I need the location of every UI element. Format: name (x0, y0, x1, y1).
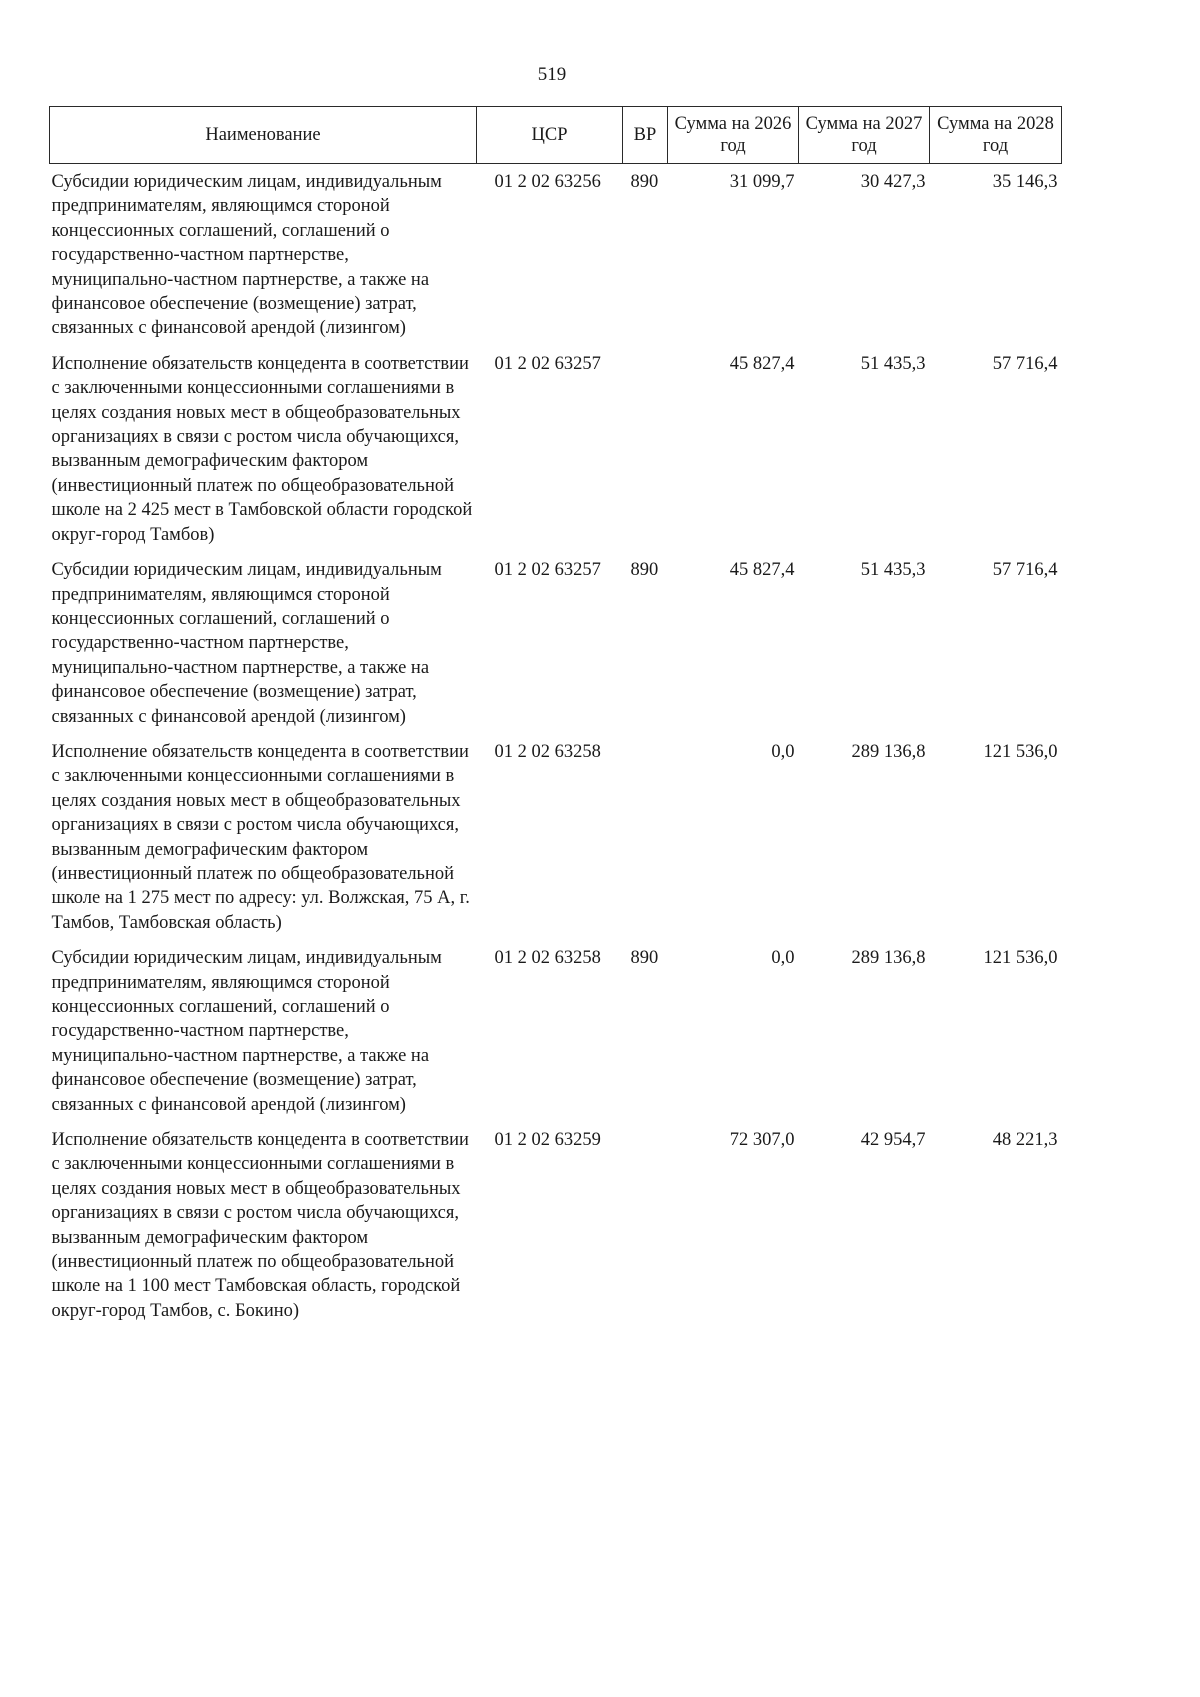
cell-csr: 01 2 02 63259 (494, 1130, 601, 1151)
cell-name: Субсидии юридическим лицам, индивидуальным предпринимателям, являющимся стороной концессионных соглашений, соглашений о государственно-частном партнерстве, муниципально-частном партнерстве, а также на финансовое обеспечение (возмещение) затрат, связанных с финансовой арендой (лизингом) (51, 560, 442, 727)
table-row (50, 346, 1062, 552)
cell-sum-2026: 45 827,4 (729, 560, 795, 581)
cell-name: Субсидии юридическим лицам, индивидуальным предпринимателям, являющимся стороной концессионных соглашений, соглашений о государственно-частном партнерстве, муниципально-частном партнерстве, а также на финансовое обеспечение (возмещение) затрат, связанных с финансовой арендой (лизингом) (51, 948, 442, 1115)
cell-sum-2026: 31 099,7 (729, 172, 795, 192)
cell-csr: 01 2 02 63258 (494, 741, 601, 762)
cell-csr: 01 2 02 63258 (494, 948, 601, 969)
cell-sum-2026: 45 827,4 (729, 353, 795, 374)
header-sum-2026: Сумма на 2026 год (668, 107, 799, 164)
cell-name: Исполнение обязательств концедента в соответствии с заключенными концессионными соглашениями в целях создания новых мест в общеобразовательных организациях в связи с ростом числа обучающихся, вызванным демографическим фактором (инвестиционный платеж по общеобразовательной школе на 1 275 мест по адресу: ул. Волжская, 75 А, г. Тамбов, Тамбовская область) (51, 741, 470, 933)
header-csr: ЦСР (477, 107, 623, 164)
table-row (50, 1122, 1062, 1328)
cell-sum-2026: 0,0 (771, 741, 795, 762)
cell-name: Исполнение обязательств концедента в соответствии с заключенными концессионными соглашениями в целях создания новых мест в общеобразовательных организациях в связи с ростом числа обучающихся, вызванным демографическим фактором (инвестиционный платеж по общеобразовательной школе на 2 425 мест в Тамбовской области городской округ-город Тамбов) (51, 353, 473, 545)
cell-csr: 01 2 02 63257 (494, 353, 601, 374)
cell-sum-2028: 57 716,4 (992, 353, 1058, 374)
cell-vr (623, 346, 668, 552)
cell-sum-2028: 121 536,0 (983, 948, 1058, 969)
header-sum-2027: Сумма на 2027 год (799, 107, 930, 164)
budget-table (49, 106, 1062, 1328)
table-row (50, 164, 1062, 346)
header-sum-2028: Сумма на 2028 год (930, 107, 1062, 164)
cell-sum-2027: 289 136,8 (851, 741, 926, 762)
cell-name: Исполнение обязательств концедента в соответствии с заключенными концессионными соглашениями в целях создания новых мест в общеобразовательных организациях в связи с ростом числа обучающихся, вызванным демографическим фактором (инвестиционный платеж по общеобразовательной школе на 1 100 мест Тамбовская область, городской округ-город Тамбов, с. Бокино) (51, 1130, 469, 1321)
header-name: Наименование (50, 107, 477, 164)
page-number: 519 (537, 64, 567, 85)
table-header-row (50, 107, 1062, 164)
header-vr: ВР (623, 107, 668, 164)
cell-sum-2027: 51 435,3 (860, 353, 926, 374)
cell-csr: 01 2 02 63256 (494, 172, 601, 192)
cell-sum-2028: 121 536,0 (983, 741, 1058, 762)
cell-vr: 890 (630, 560, 659, 581)
cell-vr: 890 (630, 172, 659, 192)
cell-sum-2028: 48 221,3 (992, 1130, 1058, 1151)
cell-sum-2027: 42 954,7 (860, 1130, 926, 1151)
cell-csr: 01 2 02 63257 (494, 560, 601, 581)
cell-sum-2027: 30 427,3 (860, 172, 926, 192)
table-row (50, 940, 1062, 1122)
cell-vr (623, 1122, 668, 1328)
table-row (50, 552, 1062, 734)
cell-name: Субсидии юридическим лицам, индивидуальным предпринимателям, являющимся стороной концессионных соглашений, соглашений о государственно-частном партнерстве, муниципально-частном партнерстве, а также на финансовое обеспечение (возмещение) затрат, связанных с финансовой арендой (лизингом) (51, 172, 442, 339)
cell-vr (623, 734, 668, 940)
cell-sum-2027: 289 136,8 (851, 948, 926, 969)
cell-sum-2028: 35 146,3 (992, 172, 1058, 192)
cell-sum-2026: 72 307,0 (729, 1130, 795, 1151)
cell-sum-2026: 0,0 (771, 948, 795, 969)
cell-sum-2028: 57 716,4 (992, 560, 1058, 581)
cell-sum-2027: 51 435,3 (860, 560, 926, 581)
cell-vr: 890 (630, 948, 659, 969)
table-row (50, 734, 1062, 940)
